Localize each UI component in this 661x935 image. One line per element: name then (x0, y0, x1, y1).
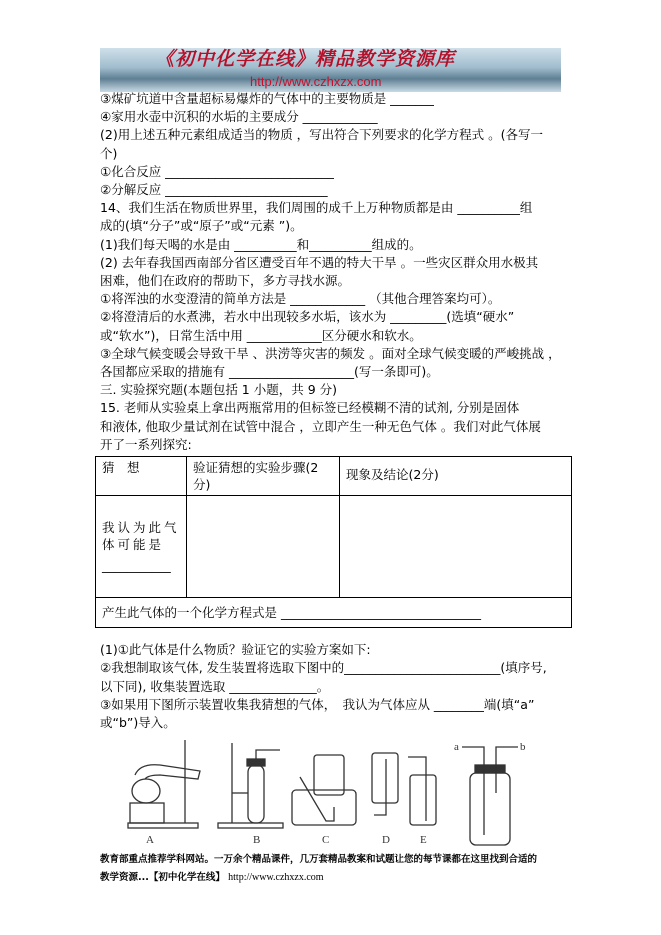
text-line: (2) 去年春我国西南部分省区遭受百年不遇的特大干旱 。一些灾区群众用水极其 (100, 254, 539, 270)
text-line: 14、我们生活在物质世界里，我们周围的成千上万种物质都是由 __________组 (100, 200, 533, 216)
guess-blank[interactable]: ___________ (102, 558, 171, 573)
text-line: 各国都应采取的措施有 ____________________(写一条即可)。 (100, 364, 439, 379)
text-line: (1)我们每天喝的水是由 __________和__________组成的。 (100, 236, 422, 252)
label-b: B (253, 834, 261, 846)
label-d: D (382, 834, 390, 846)
footer-line-1: 教育部重点推荐学科网站。一万余个精品课件，几万套精品教案和试题让您的每节课都在这里找到合适的 (100, 854, 538, 865)
text-line: ②我想制取该气体, 发生装置将选取下图中的_________________________(填序号, (100, 660, 547, 676)
header-steps: 验证猜想的实验步骤(2分) (187, 457, 340, 496)
text-line: (2)用上述五种元素组成适当的物质 ，写出符合下列要求的化学方程式 。(各写一 (100, 127, 544, 143)
label-e: E (420, 834, 427, 846)
label-a: A (146, 834, 154, 846)
steps-cell[interactable] (187, 496, 340, 598)
guess-text: 我认为此气体可能是 (102, 520, 180, 552)
banner-url: http://www.czhxzx.com (250, 74, 382, 89)
text-line: ②分解反应 __________________________ (100, 182, 328, 197)
text-line: 困难，他们在政府的帮助下，多方寻找水源。 (100, 273, 351, 288)
apparatus-a (128, 740, 200, 828)
apparatus-d (372, 753, 398, 815)
text-line: 和液体, 他取少量试剂在试管中混合 ，立即产生一种无色气体 。我们对此气体展 (100, 418, 541, 434)
apparatus-b (218, 743, 283, 828)
text-line: ③煤矿坑道中含量超标易爆炸的气体中的主要物质是 _______ (100, 91, 434, 106)
apparatus-e (408, 757, 436, 825)
text-line: 三. 实验探究题(本题包括 1 小题，共 9 分) (100, 382, 338, 398)
text-line: ③如果用下图所示装置收集我猜想的气体， 我认为气体应从 ________端(填“a” (100, 696, 535, 712)
text-line: 成的(填“分子”或“原子”或“元素 ”)。 (100, 218, 303, 234)
result-cell[interactable] (340, 496, 572, 598)
text-line: 以下同), 收集装置选取 ______________。 (100, 678, 330, 694)
guess-cell (96, 496, 187, 598)
apparatus-figure (120, 735, 540, 850)
text-line: ③全球气候变暖会导致干旱 、洪涝等灾害的频发 。面对全球气候变暖的严峻挑战 ， (100, 345, 561, 361)
text-line: ②将澄清后的水煮沸，若水中出现较多水垢，该水为 _________(选填“硬水” (100, 309, 515, 325)
footer-line-2 (100, 870, 324, 886)
experiment-table (95, 456, 572, 628)
footer-text: 教学资源...【初中化学在线】 (100, 872, 225, 883)
header-result: 现象及结论(2分) (340, 457, 572, 496)
text-line: 开了一系列探究: (100, 436, 192, 452)
apparatus-c (292, 755, 356, 825)
text-line: ①将浑浊的水变澄清的简单方法是 ____________ （其他合理答案均可）。 (100, 291, 501, 307)
port-b-label: b (520, 741, 526, 753)
text-line: 或“b”)导入。 (100, 715, 176, 731)
gas-bottle (462, 747, 518, 845)
text-line: 15. 老师从实验桌上拿出两瓶常用的但标签已经模糊不清的试剂, 分别是固体 (100, 400, 520, 416)
header-guess: 猜 想 (96, 457, 187, 496)
header-banner (100, 48, 561, 92)
port-a-label: a (454, 741, 459, 753)
text-line: 或“软水”)，日常生活中用 ____________区分硬水和软水。 (100, 327, 422, 343)
equation-row: 产生此气体的一个化学方程式是 ________________________________ (96, 598, 572, 628)
text-line: (1)①此气体是什么物质？验证它的实验方案如下: (100, 642, 371, 657)
banner-title: 《初中化学在线》精品教学资源库 (155, 48, 456, 70)
text-line: 个) (100, 145, 118, 161)
label-c: C (322, 834, 330, 846)
text-line: ①化合反应 ___________________________ (100, 163, 334, 179)
text-line: ④家用水壶中沉积的水垢的主要成分 ____________ (100, 109, 378, 125)
footer-link[interactable]: http://www.czhxzx.com (228, 872, 324, 883)
